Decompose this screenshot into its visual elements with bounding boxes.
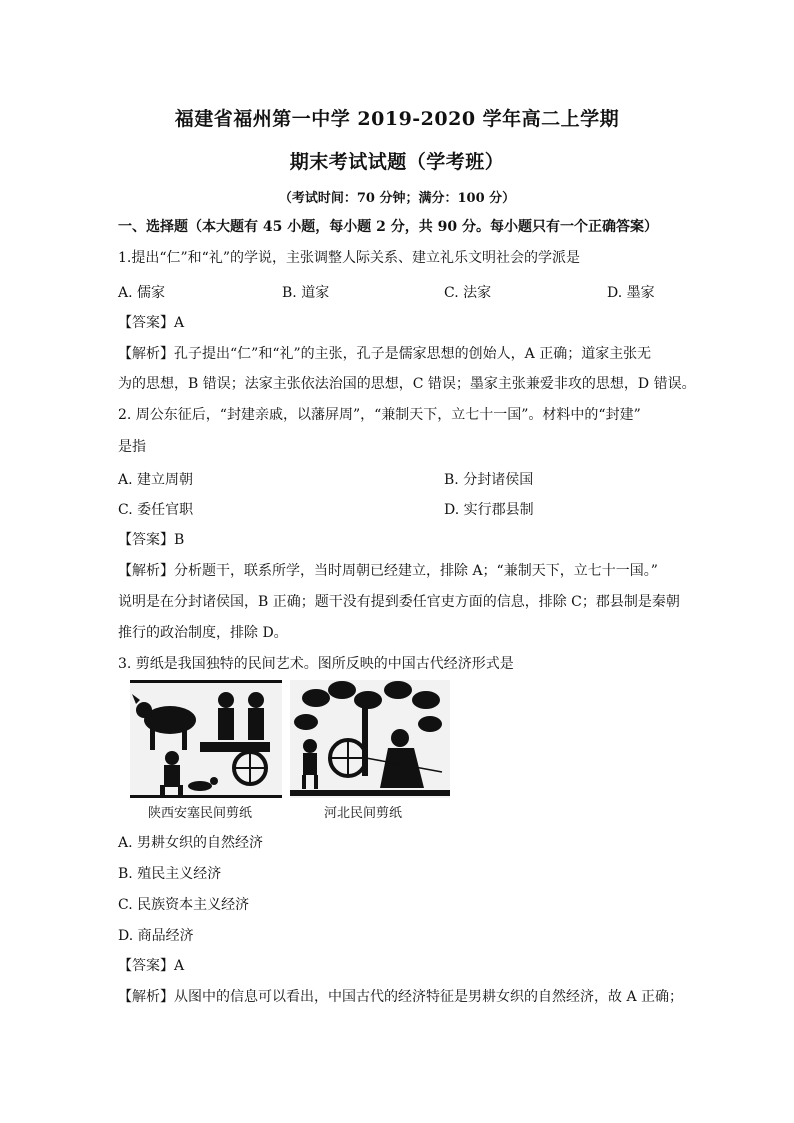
caption-left: 陕西安塞民间剪纸 xyxy=(148,806,253,821)
title-line-1: 福建省福州第一中学 2019-2020 学年高二上学期 xyxy=(174,108,620,130)
q3-answer: 【答案】A xyxy=(118,958,185,974)
q2-analysis-2: 说明是在分封诸侯国，B 正确；题干没有提到委任官吏方面的信息，排除 C；郡县制是秦朝 xyxy=(118,594,680,610)
q2-option-c: C. 委任官职 xyxy=(118,502,194,518)
q2-option-d: D. 实行郡县制 xyxy=(444,502,534,518)
q3-option-c: C. 民族资本主义经济 xyxy=(118,897,250,913)
title-line-2: 期末考试试题（学考班） xyxy=(289,151,505,173)
q1-option-b: B. 道家 xyxy=(282,285,330,301)
section-header: 一、选择题（本大题有 45 小题，每小题 2 分，共 90 分。每小题只有一个正确答案） xyxy=(118,219,658,235)
q1-answer: 【答案】A xyxy=(118,315,185,331)
q3-option-d: D. 商品经济 xyxy=(118,928,194,944)
q2-stem-2: 是指 xyxy=(118,439,146,455)
exam-info: （考试时间：70 分钟；满分：100 分） xyxy=(278,191,516,206)
q3-option-a: A. 男耕女织的自然经济 xyxy=(118,835,264,851)
q2-analysis-1: 【解析】分析题干，联系所学，当时周朝已经建立，排除 A；“兼制天下，立七十一国。” xyxy=(118,563,658,579)
right-papercut-image xyxy=(290,680,450,798)
q2-answer: 【答案】B xyxy=(118,532,185,548)
q2-stem-1: 2. 周公东征后，“封建亲戚，以藩屏周”，“兼制天下，立七十一国”。材料中的“封建” xyxy=(118,407,641,423)
q2-option-a: A. 建立周朝 xyxy=(118,472,194,488)
q1-option-d: D. 墨家 xyxy=(607,285,655,301)
q1-option-c: C. 法家 xyxy=(444,285,492,301)
q3-stem: 3. 剪纸是我国独特的民间艺术。图所反映的中国古代经济形式是 xyxy=(118,656,514,672)
q3-analysis-1: 【解析】从图中的信息可以看出，中国古代的经济特征是男耕女织的自然经济，故 A 正确； xyxy=(118,989,684,1005)
q3-option-b: B. 殖民主义经济 xyxy=(118,866,222,882)
q2-analysis-3: 推行的政治制度，排除 D。 xyxy=(118,625,288,641)
q1-analysis-1: 【解析】孔子提出“仁”和“礼”的主张，孔子是儒家思想的创始人，A 正确；道家主张无 xyxy=(118,346,652,362)
q1-option-a: A. 儒家 xyxy=(118,285,166,301)
caption-right: 河北民间剪纸 xyxy=(324,806,403,821)
q2-option-b: B. 分封诸侯国 xyxy=(444,472,534,488)
left-papercut-image xyxy=(130,680,282,798)
q1-stem: 1.提出“仁”和“礼”的学说，主张调整人际关系、建立礼乐文明社会的学派是 xyxy=(118,250,580,266)
q1-analysis-2: 为的思想，B 错误；法家主张依法治国的思想，C 错误；墨家主张兼爱非攻的思想，D 错误。 xyxy=(118,376,696,392)
